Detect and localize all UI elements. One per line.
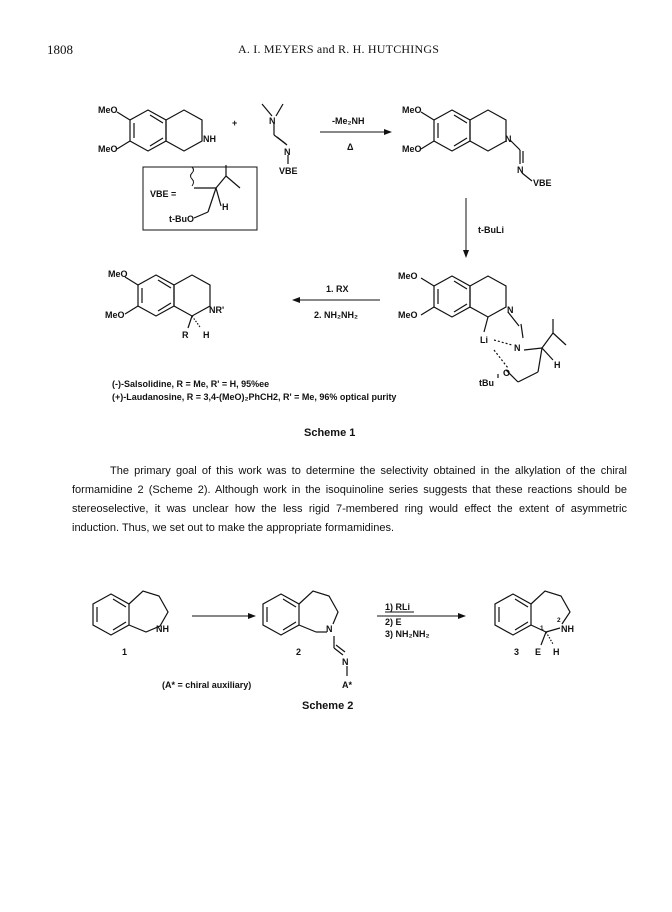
- reagent-label: 1. RX: [326, 284, 349, 294]
- h-label: H: [553, 647, 560, 657]
- reagent-label: 1) RLi: [385, 602, 411, 612]
- reagent-label: 2) E: [385, 617, 402, 627]
- nr-label: NR': [209, 305, 225, 315]
- vbe-box-label: VBE =: [150, 189, 177, 199]
- formamidine-product-structure: [421, 110, 532, 181]
- arrowhead: [384, 129, 392, 135]
- tbu-label: tBu: [479, 378, 494, 388]
- arrowhead: [248, 613, 256, 619]
- n-label: N: [342, 657, 349, 667]
- tbuo-label: t-BuO: [169, 214, 194, 224]
- meo-label: MeO: [108, 269, 128, 279]
- h-label: H: [222, 202, 229, 212]
- page-number: 1808: [47, 42, 73, 57]
- o-label: O: [503, 368, 511, 378]
- vbe-label: VBE: [533, 178, 552, 188]
- auxiliary-note: (A* = chiral auxiliary): [162, 680, 252, 690]
- tetrahydroisoquinoline-structure: [117, 110, 202, 151]
- salsolidine-result: (-)-Salsolidine, R = Me, R' = H, 95%ee: [112, 379, 270, 389]
- arrowhead: [458, 613, 466, 619]
- reagent-label: -Me₂NH: [332, 116, 365, 126]
- n-label: N: [284, 147, 291, 157]
- position-label: 2: [557, 617, 561, 624]
- meo-label: MeO: [398, 310, 418, 320]
- e-label: E: [535, 647, 542, 657]
- n-label: N: [517, 165, 524, 175]
- meo-label: MeO: [105, 310, 125, 320]
- meo-label: MeO: [402, 105, 422, 115]
- reagent-label: 2. NH₂NH₂: [314, 310, 359, 320]
- running-title: A. I. MEYERS and R. H. HUTCHINGS: [238, 42, 440, 56]
- h-label: H: [554, 360, 561, 370]
- lithiated-chelate-structure: [421, 276, 566, 382]
- arrowhead: [463, 250, 469, 258]
- reagent-label: t-BuLi: [478, 225, 504, 235]
- compound-number: 1: [122, 647, 128, 657]
- alkylated-isoquinoline-structure: [125, 275, 210, 328]
- scheme-1-caption: Scheme 1: [304, 427, 356, 439]
- n-label: N: [505, 134, 512, 144]
- nh-label: NH: [156, 624, 169, 634]
- compound-number: 3: [514, 647, 520, 657]
- li-label: Li: [480, 335, 488, 345]
- reagent-label: Δ: [347, 142, 354, 152]
- meo-label: MeO: [398, 271, 418, 281]
- body-paragraph: The primary goal of this work was to determine the selectivity obtained in the alkylation of the chiral formamidine 2 (Scheme 2). Although work in the isoquinoline series suggests that these reactions should be stereoselective, it was unclear how the less rigid 7-membered ring would effect the extent of asymmetric induction. Thus, we set out to make the appropriate formamidines.: [72, 465, 627, 534]
- nh-label: NH: [203, 134, 216, 144]
- n-label: N: [507, 305, 514, 315]
- vbe-label: VBE: [279, 166, 298, 176]
- n-label: N: [326, 624, 333, 634]
- compound-number: 2: [296, 647, 302, 657]
- reagent-label: 3) NH₂NH₂: [385, 629, 430, 639]
- meo-label: MeO: [98, 144, 118, 154]
- h-label: H: [203, 330, 210, 340]
- meo-label: MeO: [98, 105, 118, 115]
- r-label: R: [182, 330, 189, 340]
- formamidine-2-structure: [263, 591, 347, 676]
- arrowhead: [292, 297, 300, 303]
- laudanosine-result: (+)-Laudanosine, R = 3,4-(MeO)₂PhCH2, R' = Me, 96% optical purity: [112, 392, 397, 402]
- n-label: N: [269, 116, 276, 126]
- valine-fragment-structure: [191, 165, 241, 218]
- plus-sign: +: [232, 118, 238, 128]
- nh-label: NH: [561, 624, 574, 634]
- n-label: N: [514, 343, 521, 353]
- a-star-label: A*: [342, 680, 353, 690]
- scheme-2-caption: Scheme 2: [302, 700, 354, 712]
- meo-label: MeO: [402, 144, 422, 154]
- position-label: 1: [540, 625, 544, 632]
